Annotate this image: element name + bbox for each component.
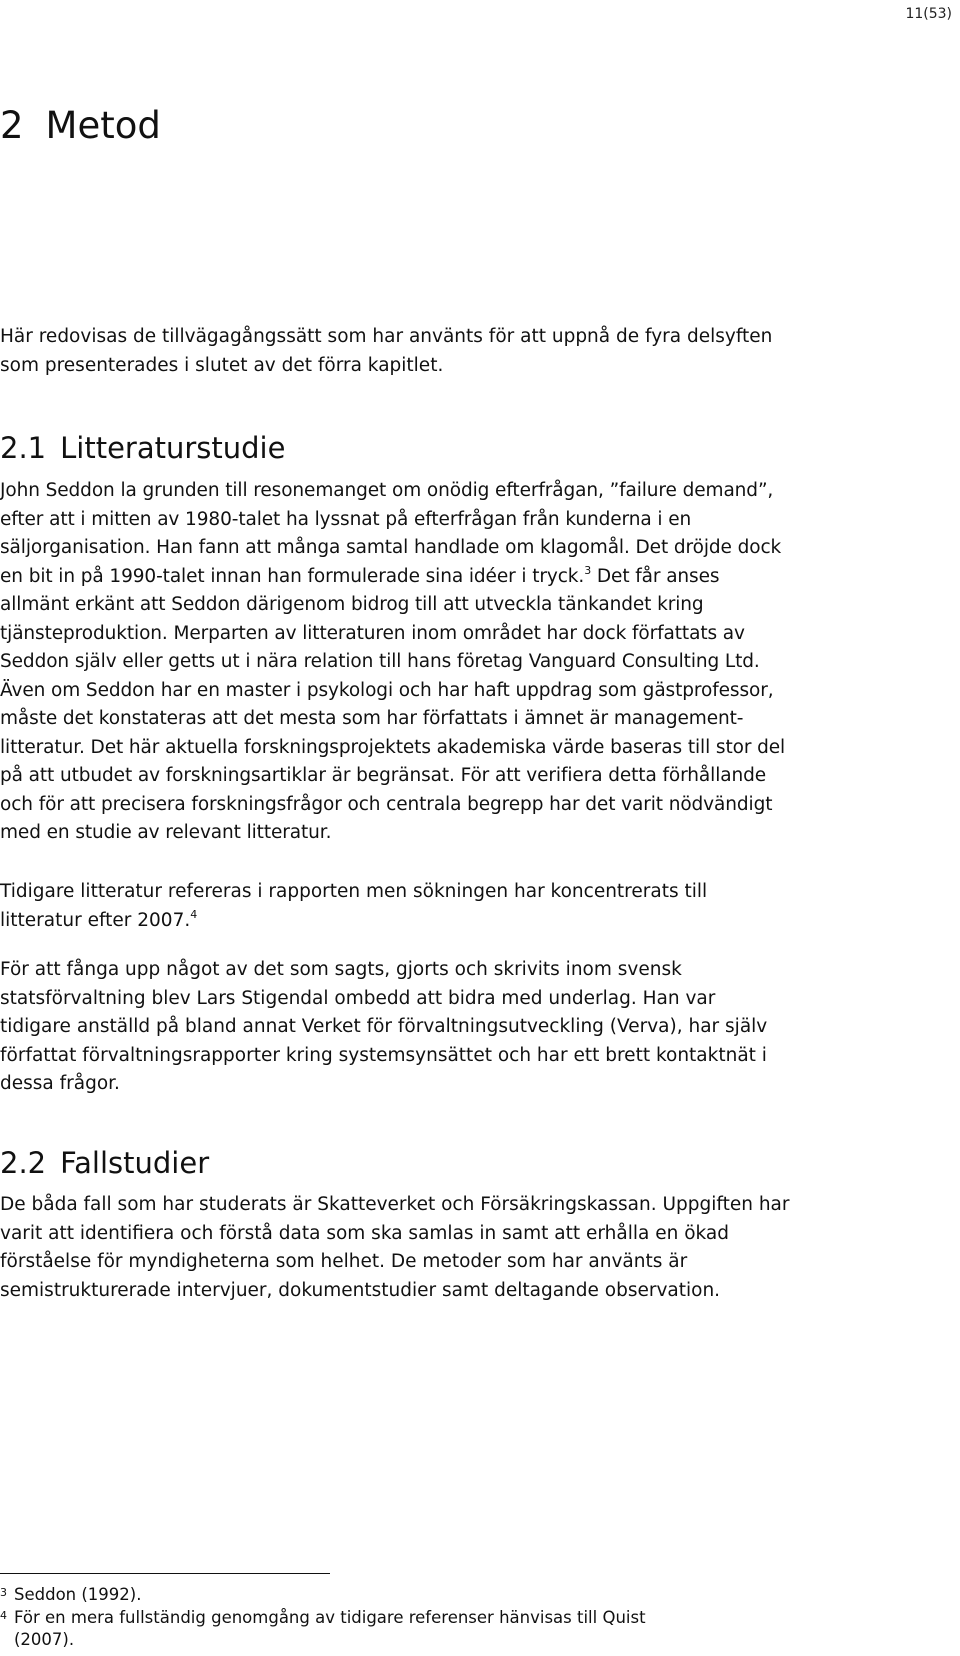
paragraph-text: Det får anses allmänt erkänt att Seddon därigenom bidrog till att utveckla tänkandet kring tjänsteproduktion. Merparten av litteraturen inom området har dock författats av Seddon själv eller getts ut i nära relation till hans företag Vanguard Consulting Ltd. Även om Seddon har en master i psykologi och har haft uppdrag som gästprofessor, måste det konstateras att det mesta som har författats i ämnet är management-litteratur. Det här aktuella forskningsprojektets akademiska värde baseras till stor del på att utbudet av forskningsartiklar är begränsat. För att verifiera detta förhållande och för att precisera forskningsfrågor och centrala begrepp har det varit nödvändigt med en studie av relevant litteratur.: [0, 565, 786, 843]
chapter-number: 2: [0, 104, 24, 147]
literature-paragraph-1: [0, 477, 790, 848]
section-title: Fallstudier: [60, 1146, 210, 1180]
section-heading-2-2: [0, 1146, 209, 1180]
footnote-text-continued: (2007).: [14, 1630, 75, 1649]
section-heading-2-1: [0, 431, 285, 465]
footnote-4: [0, 1607, 760, 1651]
section-title: Litteraturstudie: [60, 431, 286, 465]
footnote-text: För en mera fullständig genomgång av tidigare referenser hänvisas till Quist: [14, 1608, 646, 1627]
footnote-3: [0, 1584, 760, 1606]
chapter-title: Metod: [45, 104, 161, 147]
case-study-paragraph: De båda fall som har studerats är Skatteverket och Försäkringskassan. Uppgiften har varit att identifiera och förstå data som ska samlas in samt att erhålla en ökad förståelse för myndigheterna som helhet. De metoder som har använts är semistrukturerade intervjuer, dokumentstudier samt deltagande observation.: [0, 1194, 790, 1301]
footnote-ref-3[interactable]: 3: [584, 563, 592, 577]
chapter-heading: [0, 104, 161, 147]
section-number: 2.2: [0, 1146, 47, 1180]
intro-paragraph: Här redovisas de tillvägagångssätt som har använts för att uppnå de fyra delsyften som presenterades i slutet av det förra kapitlet.: [0, 326, 773, 376]
literature-paragraph-3: För att fånga upp något av det som sagts, gjorts och skrivits inom svensk statsförvaltning blev Lars Stigendal ombedd att bidra med underlag. Han var tidigare anställd på bland annat Verket för förvaltningsutveckling (Verva), har själv författat förvaltningsrapporter kring systemsynsättet och har ett brett kontaktnät i dessa frågor.: [0, 959, 768, 1094]
section-number: 2.1: [0, 431, 47, 465]
footnote-divider: [0, 1573, 330, 1574]
paragraph-text: John Seddon la grunden till resonemanget om onödig efterfrågan, ”failure demand”, efter att i mitten av 1980-talet ha lyssnat på efterfrågan från kunderna i en säljorganisation. Han fann att många samtal handlade om klagomål. Det dröjde dock en bit in på 1990-talet innan han formulerade sina idéer i tryck.: [0, 480, 782, 587]
footnote-text: Seddon (1992).: [14, 1585, 142, 1604]
footnote-mark: 4: [0, 1609, 7, 1622]
literature-paragraph-2: [0, 878, 790, 935]
footnote-mark: 3: [0, 1586, 7, 1599]
footnote-ref-4[interactable]: 4: [190, 907, 198, 921]
page-number: 11(53): [905, 6, 952, 22]
paragraph-text: Tidigare litteratur refereras i rapporten men sökningen har koncentrerats till litteratur efter 2007.: [0, 881, 708, 931]
